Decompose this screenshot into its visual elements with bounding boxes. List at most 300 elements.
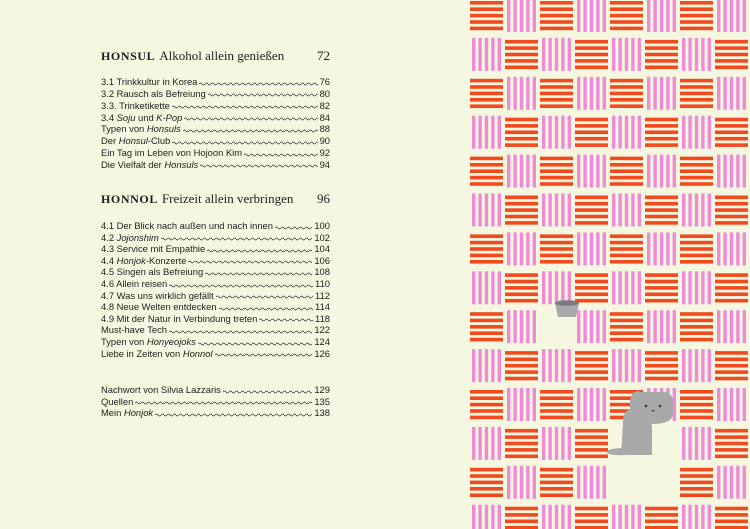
orange-stripe (715, 455, 748, 459)
pink-stripe (701, 505, 704, 529)
toc-entry (101, 112, 330, 124)
orange-stripe (470, 27, 503, 31)
pink-stripe (555, 505, 558, 529)
pink-stripe (513, 466, 516, 499)
toc-entry-text: 4.3 Service mit Empathie (101, 243, 206, 255)
pink-stripe (603, 388, 606, 421)
pink-stripe (568, 505, 571, 529)
pink-stripe (701, 116, 704, 149)
orange-stripe (505, 377, 538, 381)
pink-stripe (717, 466, 720, 499)
pink-stripe (647, 155, 650, 188)
orange-stripe (540, 409, 573, 413)
orange-stripe (645, 513, 678, 517)
pink-stripe (666, 0, 669, 32)
pink-stripe (485, 349, 488, 382)
pink-stripe (533, 155, 536, 188)
pink-stripe (723, 0, 726, 32)
pink-stripe (695, 38, 698, 71)
pink-stripe (498, 349, 501, 382)
pink-stripe (555, 194, 558, 227)
toc-entry (101, 266, 330, 278)
orange-stripe (645, 137, 678, 141)
orange-stripe (470, 157, 503, 161)
pink-stripe (660, 310, 663, 343)
pink-stripe (507, 0, 510, 32)
orange-stripe (470, 20, 503, 24)
pink-stripe (548, 116, 551, 149)
orange-stripe (715, 520, 748, 524)
orange-stripe (505, 507, 538, 511)
pink-stripe (682, 38, 685, 71)
dotted-leader (169, 284, 313, 288)
pink-stripe (688, 349, 691, 382)
pink-stripe (647, 310, 650, 343)
toc-entry-text: 4.6 Allein reisen (101, 278, 168, 289)
pink-stripe (736, 388, 739, 421)
orange-stripe (575, 435, 608, 439)
pink-stripe (491, 38, 494, 71)
orange-stripe (715, 196, 748, 200)
pink-stripe (590, 77, 593, 110)
orange-stripe (715, 137, 748, 141)
pink-stripe (583, 388, 586, 421)
orange-stripe (680, 312, 713, 316)
orange-stripe (540, 247, 573, 251)
dotted-leader (207, 249, 312, 253)
orange-stripe (680, 325, 713, 329)
toc-entry-text: Liebe in Zeiten von (101, 347, 183, 359)
toc-entry-title (101, 100, 170, 112)
orange-stripe (680, 403, 713, 407)
pink-stripe (561, 505, 564, 529)
orange-stripe (610, 319, 643, 323)
pink-stripe (666, 77, 669, 110)
toc-entry-title (101, 112, 182, 124)
pink-stripe (533, 310, 536, 343)
pink-stripe (542, 38, 545, 71)
dotted-leader (216, 295, 313, 299)
pink-stripe (478, 116, 481, 149)
orange-stripe (505, 137, 538, 141)
pink-stripe (542, 194, 545, 227)
pink-stripe (673, 77, 676, 110)
orange-stripe (645, 299, 678, 303)
pink-stripe (577, 77, 580, 110)
dotted-leader (275, 226, 312, 230)
orange-stripe (505, 273, 538, 277)
pink-stripe (491, 116, 494, 149)
pink-stripe (472, 116, 475, 149)
orange-stripe (610, 260, 643, 264)
toc-entry-text: Typen von (101, 336, 147, 347)
toc-entry-text: 4.2 (101, 231, 117, 243)
pink-stripe (688, 271, 691, 304)
orange-stripe (505, 370, 538, 374)
pink-stripe (555, 271, 558, 304)
orange-stripe (575, 137, 608, 141)
orange-stripe (540, 157, 573, 161)
orange-stripe (610, 104, 643, 108)
pink-stripe (568, 427, 571, 460)
toc-entry-page: 94 (319, 158, 330, 170)
orange-stripe (680, 163, 713, 167)
pink-stripe (682, 194, 685, 227)
pink-stripe (583, 77, 586, 110)
orange-stripe (575, 124, 608, 128)
orange-stripe (575, 40, 608, 44)
pink-stripe (695, 116, 698, 149)
chapter-brand: HONNOL (101, 192, 158, 206)
orange-stripe (575, 358, 608, 362)
toc-entry-page: 114 (315, 301, 330, 313)
toc-entry (101, 313, 330, 325)
pink-stripe (743, 155, 746, 188)
pink-stripe (491, 194, 494, 227)
pink-stripe (472, 194, 475, 227)
dotted-leader (215, 353, 313, 357)
orange-stripe (610, 1, 643, 5)
chapter-title: Alkohol allein genießen (159, 48, 285, 63)
orange-stripe (715, 429, 748, 433)
pink-stripe (612, 505, 615, 529)
pink-stripe (561, 116, 564, 149)
toc-entry-text: Der (101, 135, 119, 147)
toc-entry-title (101, 147, 242, 159)
pink-stripe (638, 194, 641, 227)
orange-stripe (505, 429, 538, 433)
orange-stripe (645, 293, 678, 297)
dotted-leader (244, 153, 318, 157)
orange-stripe (610, 234, 643, 238)
toc-entry-text: 4.4 (101, 254, 117, 266)
toc-entry-title (101, 220, 273, 232)
pink-stripe (701, 427, 704, 460)
orange-stripe (540, 468, 573, 472)
orange-stripe (610, 20, 643, 24)
orange-stripe (715, 293, 748, 297)
toc-entry-page: 138 (314, 407, 330, 418)
pink-stripe (695, 271, 698, 304)
orange-stripe (540, 169, 573, 173)
orange-stripe (505, 118, 538, 122)
pink-stripe (498, 194, 501, 227)
orange-stripe (645, 124, 678, 128)
pink-stripe (583, 155, 586, 188)
pink-stripe (561, 194, 564, 227)
orange-stripe (575, 280, 608, 284)
pink-stripe (631, 271, 634, 304)
pink-stripe (603, 77, 606, 110)
pink-stripe (507, 310, 510, 343)
orange-stripe (680, 493, 713, 497)
orange-stripe (470, 85, 503, 89)
orange-stripe (470, 474, 503, 478)
toc-entry-text: Quellen (101, 395, 134, 407)
pink-stripe (472, 38, 475, 71)
pink-stripe (583, 466, 586, 499)
orange-stripe (645, 66, 678, 70)
pink-stripe (708, 271, 711, 304)
toc-entry (101, 278, 330, 290)
pink-stripe (596, 466, 599, 499)
dotted-leader (135, 401, 312, 405)
pink-stripe (612, 349, 615, 382)
orange-stripe (575, 377, 608, 381)
orange-stripe (575, 196, 608, 200)
toc-entry (101, 243, 330, 255)
toc-entry-title (101, 76, 197, 88)
orange-stripe (610, 85, 643, 89)
pink-stripe (653, 232, 656, 265)
orange-stripe (540, 260, 573, 264)
pink-stripe (498, 427, 501, 460)
orange-stripe (680, 98, 713, 102)
orange-stripe (575, 53, 608, 57)
pink-stripe (723, 155, 726, 188)
toc-entry (101, 147, 330, 159)
pink-stripe (498, 116, 501, 149)
toc-entry-page: 122 (314, 324, 330, 336)
pink-stripe (568, 116, 571, 149)
orange-stripe (470, 338, 503, 342)
pink-stripe (533, 232, 536, 265)
orange-stripe (610, 7, 643, 11)
orange-stripe (470, 176, 503, 180)
toc-entry-text: Soju (116, 111, 136, 123)
pink-stripe (730, 466, 733, 499)
pink-stripe (478, 349, 481, 382)
orange-stripe (505, 513, 538, 517)
pink-stripe (533, 77, 536, 110)
pink-stripe (653, 155, 656, 188)
chapter-page: 72 (317, 48, 330, 63)
pink-stripe (596, 388, 599, 421)
pink-stripe (555, 349, 558, 382)
pink-stripe (730, 388, 733, 421)
pink-stripe (513, 77, 516, 110)
pink-stripe (513, 232, 516, 265)
pink-stripe (695, 349, 698, 382)
pink-stripe (743, 310, 746, 343)
dotted-leader (223, 390, 313, 394)
orange-stripe (680, 416, 713, 420)
toc-entry-text: K-Pop (156, 111, 183, 123)
orange-stripe (540, 390, 573, 394)
pink-stripe (653, 310, 656, 343)
pink-stripe (717, 232, 720, 265)
pink-stripe (603, 466, 606, 499)
pink-stripe (478, 505, 481, 529)
orange-stripe (680, 319, 713, 323)
orange-stripe (610, 312, 643, 316)
toc-entry (101, 88, 330, 100)
pink-stripe (708, 505, 711, 529)
orange-stripe (575, 442, 608, 446)
toc-entry-title (101, 348, 213, 360)
orange-stripe (540, 481, 573, 485)
dotted-leader (219, 307, 314, 311)
pink-stripe (695, 194, 698, 227)
orange-stripe (645, 280, 678, 284)
pink-stripe (736, 232, 739, 265)
orange-stripe (715, 66, 748, 70)
orange-stripe (715, 46, 748, 50)
orange-stripe (715, 377, 748, 381)
pink-stripe (513, 0, 516, 32)
pink-stripe (618, 116, 621, 149)
pink-stripe (717, 388, 720, 421)
orange-stripe (505, 202, 538, 206)
orange-stripe (715, 358, 748, 362)
dotted-leader (172, 105, 318, 109)
pink-stripe (507, 77, 510, 110)
pink-stripe (612, 38, 615, 71)
toc-entry-page: 90 (319, 135, 330, 147)
orange-stripe (505, 124, 538, 128)
orange-stripe (645, 507, 678, 511)
orange-stripe (505, 131, 538, 135)
pink-stripe (736, 77, 739, 110)
orange-stripe (505, 53, 538, 57)
pink-stripe (603, 0, 606, 32)
orange-stripe (470, 319, 503, 323)
orange-stripe (470, 92, 503, 96)
orange-stripe (540, 85, 573, 89)
pink-stripe (548, 194, 551, 227)
pink-stripe (548, 349, 551, 382)
pink-stripe (596, 155, 599, 188)
orange-stripe (680, 338, 713, 342)
orange-stripe (540, 27, 573, 31)
orange-stripe (715, 442, 748, 446)
pink-stripe (631, 38, 634, 71)
toc-entry (101, 396, 330, 408)
dotted-leader (172, 141, 317, 145)
dotted-leader (198, 342, 312, 346)
pink-stripe (542, 349, 545, 382)
toc-entry-page: 135 (314, 395, 330, 407)
orange-stripe (610, 241, 643, 245)
pink-stripe (513, 155, 516, 188)
pink-stripe (743, 232, 746, 265)
orange-stripe (645, 202, 678, 206)
orange-stripe (470, 7, 503, 11)
pink-stripe (618, 194, 621, 227)
toc-entry (101, 100, 330, 112)
orange-stripe (540, 98, 573, 102)
toc-entry-text: 3.2 Rausch als Befreiung (101, 87, 206, 99)
dotted-leader (183, 129, 318, 133)
dotted-leader (259, 318, 313, 322)
pink-stripe (625, 38, 628, 71)
orange-stripe (680, 169, 713, 173)
pink-stripe (533, 466, 536, 499)
pink-stripe (723, 77, 726, 110)
orange-stripe (715, 435, 748, 439)
orange-stripe (540, 104, 573, 108)
orange-stripe (645, 215, 678, 219)
toc-entry-title (101, 123, 181, 135)
orange-stripe (680, 468, 713, 472)
pink-stripe (561, 38, 564, 71)
toc-entry-text: Typen von (101, 123, 147, 135)
orange-stripe (540, 241, 573, 245)
orange-stripe (645, 221, 678, 225)
toc-entry-page: 102 (314, 231, 330, 243)
pink-stripe (596, 310, 599, 343)
pink-stripe (583, 310, 586, 343)
toc-entry-page: 76 (319, 76, 330, 87)
pink-stripe (498, 271, 501, 304)
pink-stripe (723, 388, 726, 421)
pattern-svg (466, 0, 750, 529)
toc-entry-text: Honsuls (164, 158, 199, 170)
orange-stripe (470, 312, 503, 316)
toc-entry-title (101, 384, 221, 396)
pink-stripe (638, 271, 641, 304)
pink-stripe (577, 232, 580, 265)
orange-stripe (505, 208, 538, 212)
pink-stripe (520, 232, 523, 265)
orange-stripe (470, 493, 503, 497)
pink-stripe (682, 505, 685, 529)
orange-stripe (505, 280, 538, 284)
toc-entry-title (101, 324, 167, 336)
pink-stripe (555, 427, 558, 460)
pink-stripe (472, 271, 475, 304)
pink-stripe (673, 0, 676, 32)
pink-stripe (568, 194, 571, 227)
orange-stripe (470, 241, 503, 245)
orange-stripe (540, 163, 573, 167)
pink-stripe (736, 0, 739, 32)
orange-stripe (575, 59, 608, 63)
pink-stripe (520, 466, 523, 499)
pink-stripe (485, 194, 488, 227)
orange-stripe (645, 59, 678, 63)
orange-stripe (575, 520, 608, 524)
toc-entry-text: 4.7 Was uns wirklich gefällt (101, 289, 214, 301)
dotted-leader (205, 272, 312, 276)
chapter-title: Freizeit allein verbringen (161, 191, 294, 206)
orange-stripe (610, 254, 643, 258)
toc-entry-text: Honsul (118, 135, 148, 147)
pink-stripe (631, 116, 634, 149)
orange-stripe (575, 215, 608, 219)
toc-entry-text: Honyeojoks (146, 336, 196, 347)
orange-stripe (575, 118, 608, 122)
toc-entry-text: 4.1 Der Blick nach außen und nach innen (101, 220, 273, 231)
toc-entry (101, 324, 330, 336)
orange-stripe (715, 59, 748, 63)
pink-stripe (507, 388, 510, 421)
pink-stripe (695, 427, 698, 460)
pink-stripe (631, 194, 634, 227)
orange-stripe (680, 247, 713, 251)
orange-stripe (540, 14, 573, 18)
orange-stripe (610, 92, 643, 96)
orange-stripe (645, 286, 678, 290)
orange-stripe (470, 403, 503, 407)
pink-stripe (577, 0, 580, 32)
toc-entry-page: 106 (314, 254, 330, 266)
pink-stripe (708, 349, 711, 382)
orange-stripe (645, 273, 678, 277)
orange-stripe (610, 169, 643, 173)
pink-stripe (583, 232, 586, 265)
orange-stripe (505, 299, 538, 303)
